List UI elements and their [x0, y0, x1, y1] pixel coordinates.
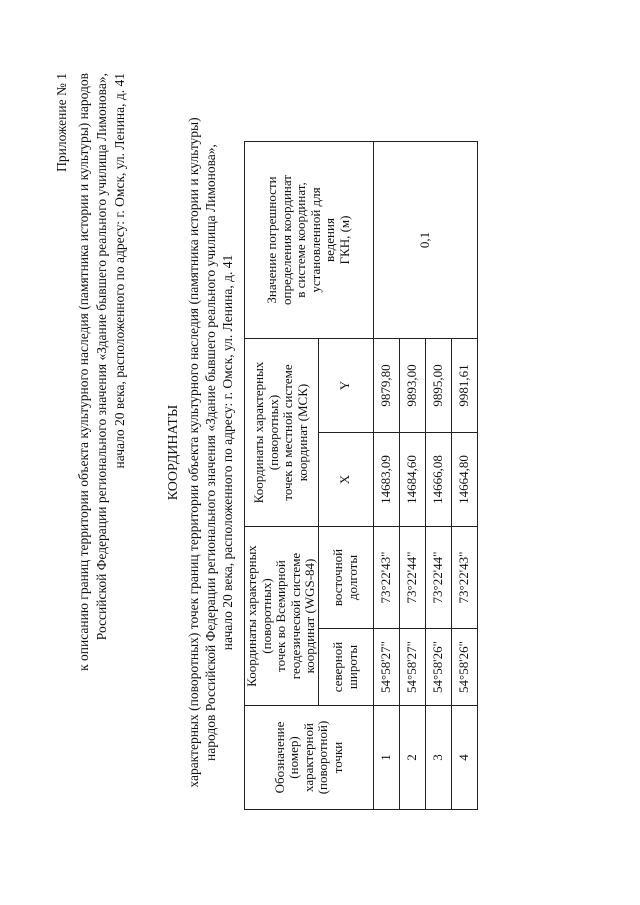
heading-line-2: народов Российской Федерации регионального значения «Здание бывшего реального училища Лимонова», — [203, 144, 218, 761]
cell-error-value: 0,1 — [373, 142, 477, 339]
header-line: определения координат — [278, 175, 294, 305]
header-line: установленной для — [307, 187, 323, 293]
heading-title: КООРДИНАТЫ — [166, 404, 181, 501]
header-line: координат (МСК) — [294, 383, 310, 482]
cell-longitude: 73°22'44" — [425, 527, 451, 629]
header-line: характерной — [300, 723, 316, 792]
appendix-line-2: Российской Федерации регионального значения «Здание бывшего реального училища Лимонова», — [94, 73, 109, 641]
header-line: (номер) — [286, 736, 301, 779]
header-line: восточной — [330, 548, 345, 607]
header-line: Значение погрешности — [264, 176, 280, 304]
header-line: северной — [330, 641, 345, 693]
header-line: геодезической системе — [287, 552, 303, 680]
cell-longitude: 73°22'43" — [451, 527, 477, 629]
cell-point: 4 — [451, 706, 477, 810]
cell-longitude: 73°22'43" — [373, 527, 399, 629]
header-line: долготы — [344, 554, 360, 601]
cell-x: 14684,60 — [399, 433, 425, 527]
header-line: Координаты характерных — [251, 361, 267, 504]
header-point-number — [245, 706, 374, 810]
header-y: Y — [318, 339, 373, 433]
header-wgs — [245, 527, 319, 706]
header-line: точек в местной системе — [280, 364, 296, 501]
header-longitude — [318, 527, 373, 629]
header-line: координат (WGS-84) — [302, 558, 317, 674]
header-latitude — [318, 629, 373, 706]
heading-line-1: характерных (поворотных) точек границ территории объекта культурного наследия (памятника истории и культуры) — [186, 117, 201, 788]
cell-x: 14666,08 — [425, 433, 451, 527]
table-header-row — [245, 142, 319, 810]
header-line: (поворотных) — [265, 394, 281, 471]
header-line: ведения — [322, 218, 338, 262]
cell-point: 1 — [373, 706, 399, 810]
header-line: (поворотной) — [315, 720, 330, 795]
cell-latitude: 54°58'27" — [399, 629, 425, 706]
header-line: ГКН, (м) — [336, 215, 352, 265]
appendix-label: Приложение № 1 — [54, 73, 69, 172]
appendix-line-3: начало 20 века, расположенного по адресу: г. Омск, ул. Ленина, д. 41 — [112, 73, 127, 469]
cell-latitude: 54°58'26" — [451, 629, 477, 706]
header-line: в системе координат, — [293, 182, 309, 298]
cell-point: 2 — [399, 706, 425, 810]
cell-latitude: 54°58'27" — [373, 629, 399, 706]
cell-y: 9893,00 — [399, 339, 425, 433]
cell-y: 9895,00 — [425, 339, 451, 433]
header-x: X — [318, 433, 373, 527]
cell-y: 9879,80 — [373, 339, 399, 433]
cell-point: 3 — [425, 706, 451, 810]
cell-longitude: 73°22'44" — [399, 527, 425, 629]
appendix-line-1: к описанию границ территории объекта культурного наследия (памятника истории и культуры) народов — [76, 73, 91, 671]
cell-y: 9981,61 — [451, 339, 477, 433]
cell-x: 14664,80 — [451, 433, 477, 527]
header-line: Обозначение — [271, 721, 287, 794]
header-line: точки — [329, 741, 345, 774]
cell-latitude: 54°58'26" — [425, 629, 451, 706]
header-error — [245, 142, 374, 339]
header-line: Координаты характерных (поворотных) — [244, 545, 274, 687]
table-row — [373, 142, 399, 810]
header-line: широты — [344, 644, 360, 690]
header-line: точек во Всемирной — [273, 560, 288, 672]
header-msk — [245, 339, 319, 527]
coordinates-table — [244, 141, 478, 810]
heading-line-3: начало 20 века, расположенного по адресу: г. Омск, ул. Ленина, д. 41 — [220, 254, 235, 651]
cell-x: 14683,09 — [373, 433, 399, 527]
